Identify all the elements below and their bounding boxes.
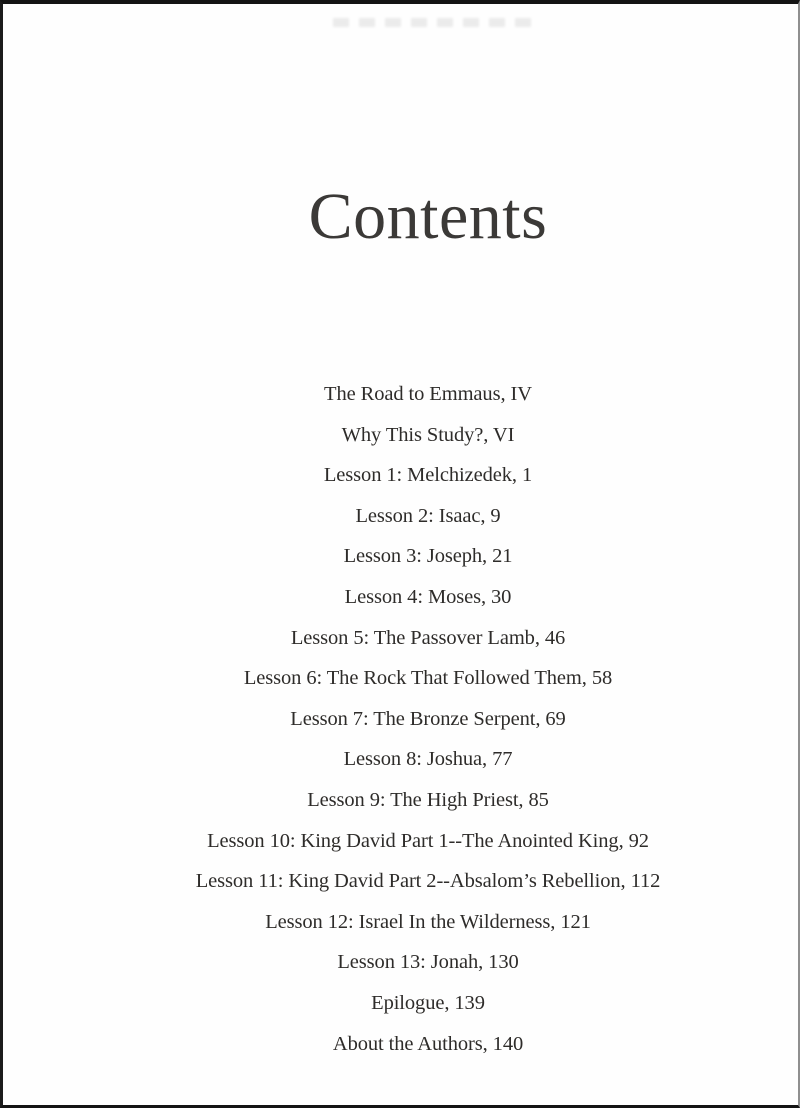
page-title: Contents [308,180,548,253]
toc-entry: Why This Study?, VI [341,423,515,446]
toc-entry: Lesson 5: The Passover Lamb, 46 [290,626,566,649]
toc-entry: Epilogue, 139 [371,991,485,1014]
toc-entry: Lesson 3: Joseph, 21 [343,545,513,568]
toc-entry: Lesson 11: King David Part 2--Absalom’s Rebellion, 112 [195,870,661,893]
scan-artifact-faint-header [333,18,533,27]
toc-entry: Lesson 9: The High Priest, 85 [307,788,549,811]
toc-entry: Lesson 4: Moses, 30 [344,585,512,608]
toc-entry: Lesson 10: King David Part 1--The Anointed King, 92 [207,829,649,852]
toc-entry: Lesson 7: The Bronze Serpent, 69 [290,707,566,730]
toc-entry: The Road to Emmaus, IV [324,383,532,405]
toc-entry: Lesson 1: Melchizedek, 1 [323,464,533,487]
table-of-contents [28,374,800,1064]
toc-entry: Lesson 12: Israel In the Wilderness, 121 [265,910,591,933]
toc-entry: Lesson 8: Joshua, 77 [343,748,513,771]
toc-entry: Lesson 6: The Rock That Followed Them, 58 [243,667,613,690]
toc-entry: Lesson 2: Isaac, 9 [355,504,501,527]
toc-entry: About the Authors, 140 [332,1032,524,1055]
toc-entry: Lesson 13: Jonah, 130 [337,951,519,974]
